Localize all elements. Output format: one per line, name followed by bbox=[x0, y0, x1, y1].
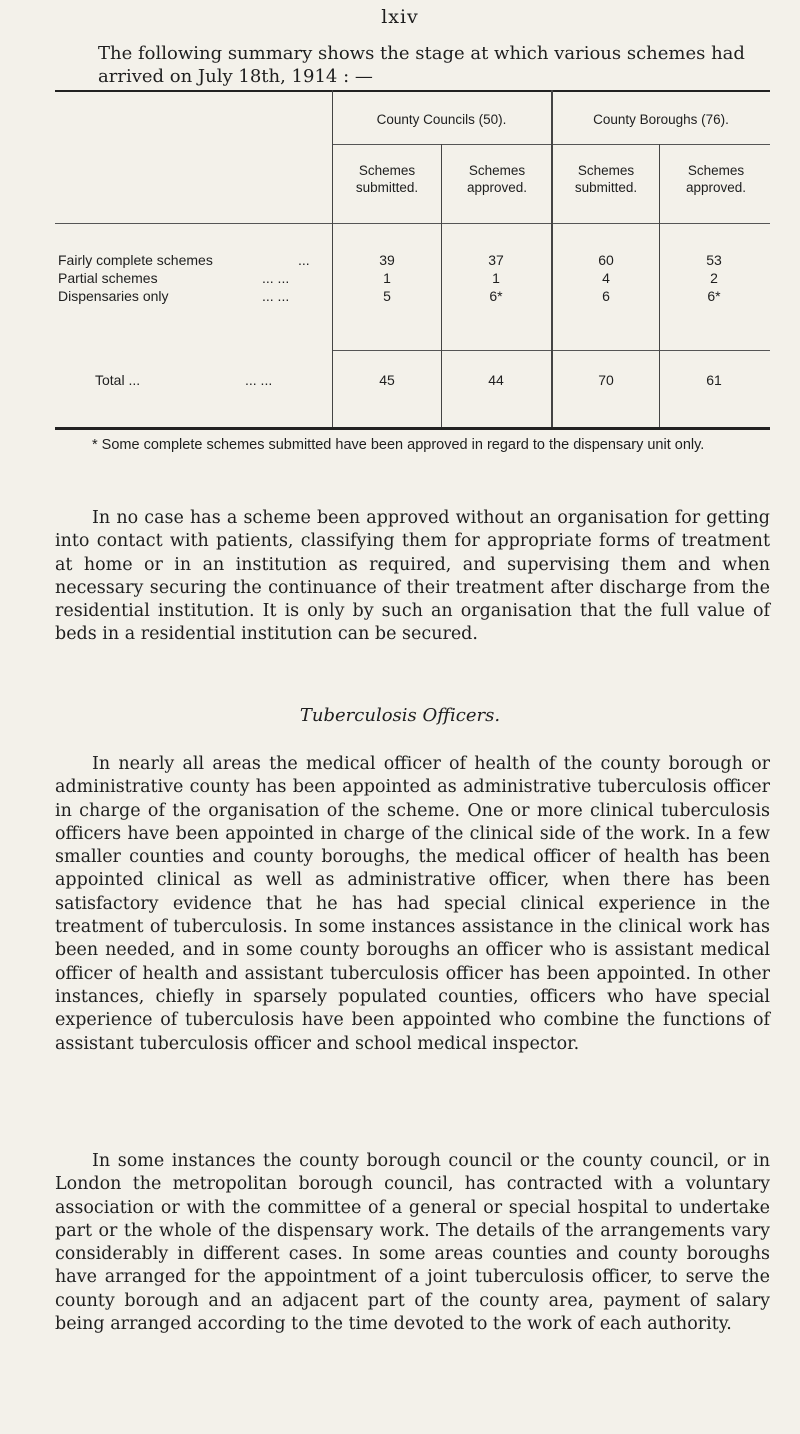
sub-header-cc-submitted bbox=[337, 162, 437, 196]
table-cell: 6* bbox=[707, 288, 721, 304]
total-label: Total ... bbox=[95, 372, 141, 388]
table-top-rule bbox=[55, 90, 770, 92]
table-cell: 2 bbox=[710, 270, 718, 286]
sub-header-text: Schemes submitted. bbox=[355, 163, 419, 195]
sub-header-cb-approved bbox=[665, 162, 767, 196]
table-cell-total: 45 bbox=[379, 372, 395, 388]
column-rule bbox=[441, 144, 442, 427]
table-cell: 1 bbox=[383, 270, 391, 286]
table-cell: 4 bbox=[602, 270, 610, 286]
sub-header-text: Schemes approved. bbox=[466, 163, 528, 195]
table-cell-total: 61 bbox=[706, 372, 722, 388]
table-cell: 37 bbox=[488, 252, 504, 268]
leader-dots: ... ... bbox=[245, 372, 273, 388]
table-cell: 39 bbox=[379, 252, 395, 268]
header-bottom-rule bbox=[55, 223, 770, 224]
table-cell: 5 bbox=[383, 288, 391, 304]
table-cell-total: 44 bbox=[488, 372, 504, 388]
paragraph-organisation: In no case has a scheme been approved without an organisation for getting into contact with patients, classifying them for appropriate forms of treatment at home or in an institution as required, and supervising them and when necessary securing the continuance of their treatment after discharge from the residential institution. It is only by such an organisation that the full value of beds in a residential institution can be secured. bbox=[55, 508, 770, 645]
sub-header-cc-approved bbox=[447, 162, 547, 196]
table-cell: 6* bbox=[489, 288, 503, 304]
leader-dots: ... ... bbox=[262, 288, 290, 304]
table-cell: 53 bbox=[706, 252, 722, 268]
group-header-county-councils: County Councils (50). bbox=[376, 112, 507, 127]
row-label: Partial schemes bbox=[58, 270, 158, 286]
column-rule bbox=[332, 90, 333, 427]
leader-dots: ... bbox=[298, 252, 310, 268]
sub-header-text: Schemes approved. bbox=[685, 163, 747, 195]
leader-dots: ... ... bbox=[262, 270, 290, 286]
section-heading: Tuberculosis Officers. bbox=[299, 705, 501, 726]
sub-header-cb-submitted bbox=[557, 162, 655, 196]
page-number: lxiv bbox=[381, 6, 419, 28]
table-cell-total: 70 bbox=[598, 372, 614, 388]
paragraph-tuberculosis-officers: In nearly all areas the medical officer of health of the county borough or administrative county has been appointed as administrative tuberculosis officer in charge of the organisation of the scheme. One or more clinical tuberculosis officers have been appointed in charge of the clinical side of the work. In a few smaller counties and county boroughs, the medical officer of health has been appointed clinical as well as administrative officer, when there has been satisfactory evidence that he has had special clinical experience in the treatment of tuberculosis. In some instances assistance in the clinical work has been needed, and in some county boroughs an officer who is assistant medical officer of health and assistant tuberculosis officer has been appointed. In other instances, chiefly in sparsely populated counties, officers who have special experience of tuberculosis have been appointed who combine the functions of assistant tuberculosis officer and school medical inspector. bbox=[55, 754, 770, 1054]
row-label: Fairly complete schemes bbox=[58, 252, 213, 268]
group-header-county-boroughs: County Boroughs (76). bbox=[593, 112, 729, 127]
table-bottom-rule bbox=[55, 427, 770, 430]
table-cell: 1 bbox=[492, 270, 500, 286]
summary-table bbox=[55, 90, 770, 430]
sub-header-text: Schemes submitted. bbox=[574, 163, 638, 195]
table-footnote: * Some complete schemes submitted have been approved in regard to the dispensary unit only. bbox=[92, 437, 705, 453]
row-label: Dispensaries only bbox=[58, 288, 169, 304]
column-rule bbox=[659, 144, 660, 427]
table-cell: 60 bbox=[598, 252, 614, 268]
paragraph-arrangements: In some instances the county borough council or the county council, or in London the metropolitan borough council, has contracted with a voluntary association or with the committee of a general or special hospital to undertake part or the whole of the dispensary work. The details of the arrangements vary considerably in different cases. In some areas counties and county boroughs have arranged for the appointment of a joint tuberculosis officer, to serve the county borough and an adjacent part of the county area, payment of salary being arranged according to the time devoted to the work of each authority. bbox=[55, 1151, 770, 1335]
column-rule bbox=[551, 90, 553, 427]
table-cell: 6 bbox=[602, 288, 610, 304]
intro-text: The following summary shows the stage at which various schemes had arrived on July 18th, 1914 : — bbox=[98, 43, 745, 87]
